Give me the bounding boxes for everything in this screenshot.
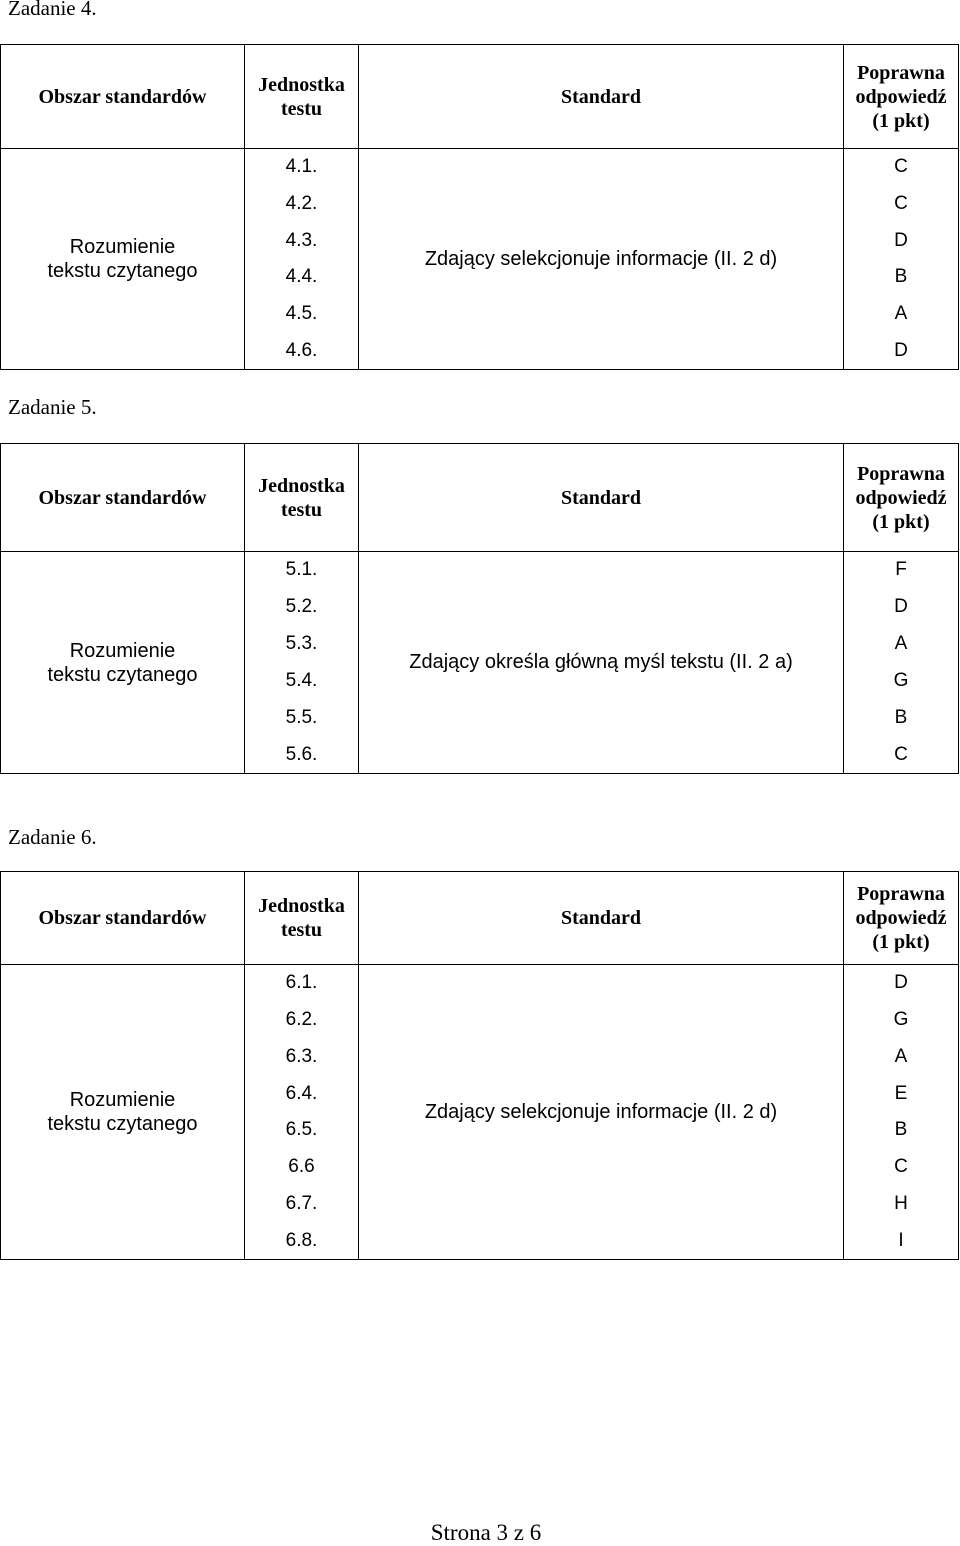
unit-cell: 4.1. <box>285 156 318 178</box>
answer-table <box>0 44 959 370</box>
area-cell: Rozumienie tekstu czytanego <box>1 149 245 369</box>
answer-cell: H <box>894 1192 908 1214</box>
unit-cell: 5.5. <box>285 706 318 728</box>
answer-cell: B <box>894 706 908 728</box>
unit-cell: 6.2. <box>285 1009 318 1031</box>
unit-cell: 5.1. <box>285 559 318 581</box>
answer-cell: C <box>894 156 908 178</box>
unit-cell: 5.2. <box>285 596 318 618</box>
task-heading: Zadanie 5. <box>8 395 97 419</box>
unit-cell: 5.6. <box>285 743 318 765</box>
answer-cell: I <box>898 1229 904 1251</box>
answer-cell: D <box>894 339 908 361</box>
answer-table <box>0 443 959 774</box>
answer-cell: C <box>894 743 908 765</box>
unit-cell: 6.4. <box>285 1082 318 1104</box>
answer-list <box>844 552 958 773</box>
answer-cell: C <box>894 193 908 214</box>
header-unit: Jednostka testu <box>245 444 359 552</box>
unit-cell: 4.3. <box>285 229 318 251</box>
unit-list <box>245 965 359 1259</box>
answer-table <box>0 871 959 1260</box>
header-area: Obszar standardów <box>1 45 245 149</box>
unit-cell: 4.5. <box>285 303 318 325</box>
unit-cell: 6.3. <box>285 1045 318 1067</box>
answer-list <box>844 149 958 369</box>
standard-cell: Zdający określa główną myśl tekstu (II. 2 a) <box>359 552 844 773</box>
header-area: Obszar standardów <box>1 444 245 552</box>
header-standard: Standard <box>359 45 844 149</box>
header-unit: Jednostka testu <box>245 872 359 965</box>
task-heading: Zadanie 4. <box>8 0 97 20</box>
header-answer: Poprawna odpowiedź (1 pkt) <box>844 444 958 552</box>
answer-cell: D <box>894 596 908 618</box>
standard-cell: Zdający selekcjonuje informacje (II. 2 d) <box>359 149 844 369</box>
answer-cell: D <box>894 229 908 251</box>
area-cell: Rozumienie tekstu czytanego <box>1 552 245 773</box>
unit-cell: 6.8. <box>285 1229 318 1251</box>
header-standard: Standard <box>359 444 844 552</box>
answer-cell: B <box>894 1119 908 1141</box>
unit-cell: 6.7. <box>285 1192 318 1214</box>
unit-list <box>245 552 359 773</box>
unit-list <box>245 149 359 369</box>
unit-cell: 6.1. <box>285 972 318 994</box>
unit-cell: 6.6 <box>288 1156 315 1178</box>
unit-cell: 4.6. <box>285 339 318 361</box>
header-unit: Jednostka testu <box>245 45 359 149</box>
answer-cell: D <box>894 972 908 994</box>
answer-cell: C <box>894 1156 908 1178</box>
task-heading: Zadanie 6. <box>8 825 97 849</box>
page-number: Strona 3 z 6 <box>430 1520 542 1545</box>
answer-cell: A <box>894 303 908 325</box>
answer-cell: G <box>893 669 909 691</box>
answer-cell: A <box>894 1045 908 1067</box>
answer-list <box>844 965 958 1259</box>
unit-cell: 6.5. <box>285 1119 318 1141</box>
answer-cell: E <box>894 1082 908 1104</box>
unit-cell: 5.3. <box>285 633 318 655</box>
header-area: Obszar standardów <box>1 872 245 965</box>
answer-cell: B <box>894 266 908 288</box>
unit-cell: 4.2. <box>285 193 318 214</box>
header-standard: Standard <box>359 872 844 965</box>
area-cell: Rozumienie tekstu czytanego <box>1 965 245 1259</box>
standard-cell: Zdający selekcjonuje informacje (II. 2 d) <box>359 965 844 1259</box>
answer-cell: A <box>894 633 908 655</box>
answer-cell: G <box>893 1009 909 1031</box>
unit-cell: 4.4. <box>285 266 318 288</box>
unit-cell: 5.4. <box>285 669 318 691</box>
header-answer: Poprawna odpowiedź (1 pkt) <box>844 872 958 965</box>
answer-cell: F <box>895 559 907 581</box>
header-answer: Poprawna odpowiedź (1 pkt) <box>844 45 958 149</box>
